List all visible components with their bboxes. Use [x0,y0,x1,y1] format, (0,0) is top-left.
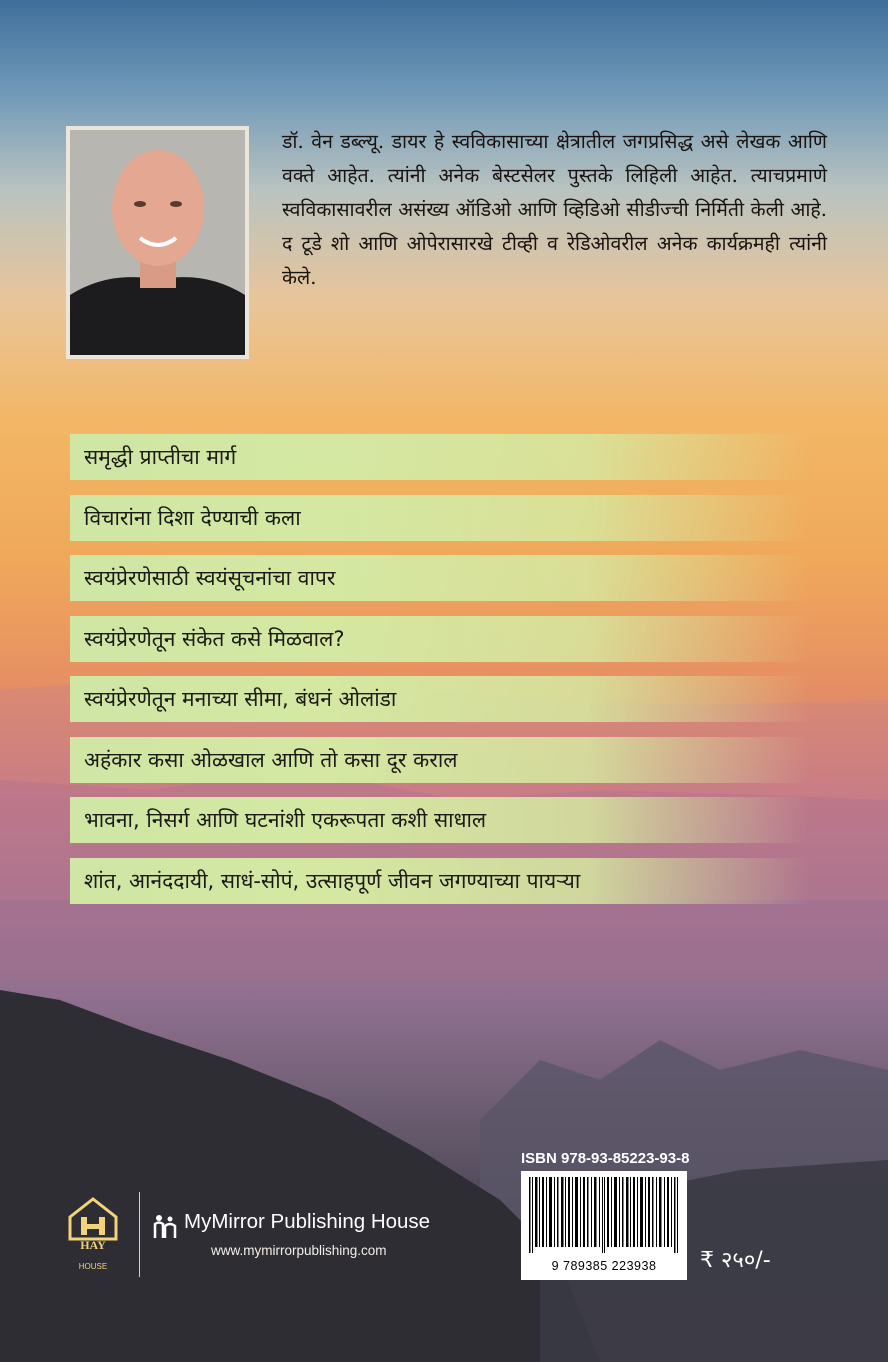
isbn-label: ISBN 978-93-85223-93-8 [521,1150,690,1167]
logo-divider [139,1192,140,1277]
topic-item: स्वयंप्रेरणेतून मनाच्या सीमा, बंधनं ओलांडा [70,676,810,722]
topic-list [70,434,810,918]
topic-item: समृद्धी प्राप्तीचा मार्ग [70,434,810,480]
hay-house-logo-text: HAY [80,1238,106,1252]
topic-item: स्वयंप्रेरणेतून संकेत कसे मिळवाल? [70,616,810,662]
publisher-name: MyMirror Publishing House [184,1210,431,1233]
hay-house-logo-subtext: HOUSE [78,1262,108,1271]
price-label: ₹ २५०/- [700,1248,771,1273]
topic-item: विचारांना दिशा देण्याची कला [70,495,810,541]
topic-item: भावना, निसर्ग आणि घटनांशी एकरूपता कशी साधाल [70,797,810,843]
barcode [521,1171,687,1280]
author-photo [66,126,249,359]
barcode-number: 9 789385 223938 [551,1259,657,1273]
publisher-url[interactable]: www.mymirrorpublishing.com [211,1243,387,1258]
topic-item: स्वयंप्रेरणेसाठी स्वयंसूचनांचा वापर [70,555,810,601]
barcode-bars [527,1177,681,1253]
topic-item: अहंकार कसा ओळखाल आणि तो कसा दूर कराल [70,737,810,783]
mymirror-logo-icon [151,1212,179,1240]
topic-item: शांत, आनंददायी, साधं-सोपं, उत्साहपूर्ण जीवन जगण्याच्या पायऱ्या [70,858,810,904]
author-bio: डॉ. वेन डब्ल्यू. डायर हे स्वविकासाच्या क्षेत्रातील जगप्रसिद्ध असे लेखक आणि वक्ते आहेत. त्यांनी अनेक बेस्टसेलर पुस्तके लिहिली आहेत. त्याचप्रमाणे स्वविकासावरील असंख्य ऑडिओ आणि व्हिडिओ सीडीज्ची निर्मिती केली आहे. द टूडे शो आणि ओपेरासारखे टीव्ही व रेडिओवरील अनेक कार्यक्रमही त्यांनी केले. [282,130,827,289]
